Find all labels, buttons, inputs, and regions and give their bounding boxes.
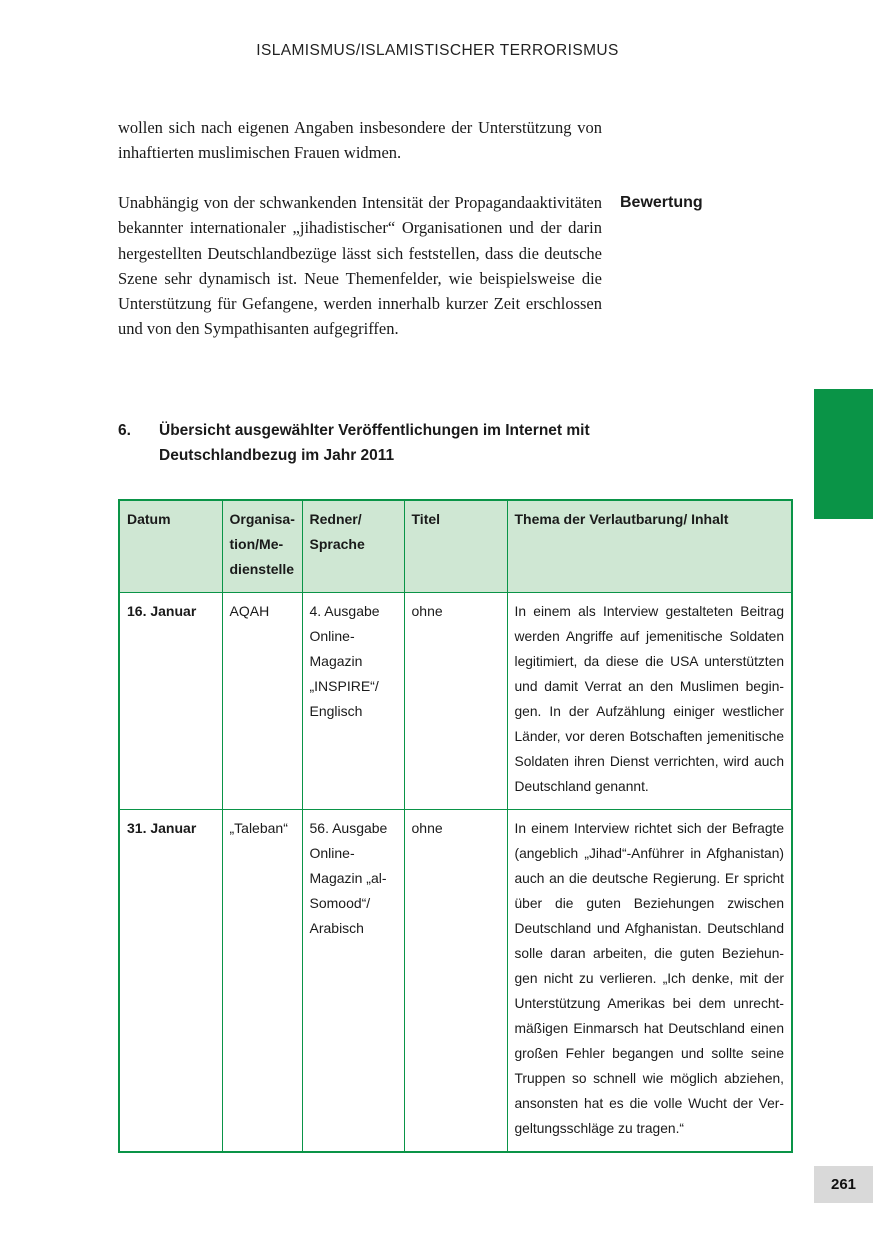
publications-table <box>118 499 793 1153</box>
cell-titel: ohne <box>404 593 507 810</box>
chapter-tab-marker <box>814 389 873 519</box>
table-header-row <box>119 500 792 593</box>
header-thema: Thema der Verlautbarung/ Inhalt <box>507 500 792 593</box>
header-organisation: Organisation/Medienstelle <box>222 500 302 593</box>
margin-note-bewertung: Bewertung <box>620 194 703 211</box>
header-datum: Datum <box>119 500 222 593</box>
cell-redner-sprache: 56. Ausgabe Online-Magazin „al-Somood“/ Arabisch <box>302 810 404 1153</box>
cell-redner-sprache: 4. Ausgabe Online-Magazin „INSPIRE“/ Englisch <box>302 593 404 810</box>
cell-datum: 31. Januar <box>119 810 222 1153</box>
section-title: Übersicht ausgewählter Veröffentlichungen im Internet mit Deutschlandbezug im Jahr 2011 <box>159 422 590 464</box>
table-row <box>119 593 792 810</box>
page-number: 261 <box>814 1166 873 1203</box>
cell-titel: ohne <box>404 810 507 1153</box>
table-row <box>119 810 792 1153</box>
body-paragraph-2: Unabhängig von der schwankenden Intensität der Propagandaaktivitäten bekannter internationaler „jihadistischer“ Organisationen und der darin hergestellten Deutschlandbezüge lässt sich feststellen, dass die deutsche Szene sehr dynamisch ist. Neue Themenfelder, wie beispielsweise die Unterstützung für Gefangene, werden innerhalb kurzer Zeit erschlossen und von den Sympathisanten aufgegriffen. <box>118 193 602 339</box>
section-heading <box>118 418 638 468</box>
cell-datum: 16. Januar <box>119 593 222 810</box>
body-paragraph-1: wollen sich nach eigenen Angaben insbesondere der Unterstützung von inhaftierten muslimischen Frauen widmen. <box>118 118 602 163</box>
cell-organisation: „Taleban“ <box>222 810 302 1153</box>
header-redner-sprache: Redner/ Sprache <box>302 500 404 593</box>
cell-organisation: AQAH <box>222 593 302 810</box>
running-head: ISLAMISMUS/ISLAMISTISCHER TERRORISMUS <box>256 42 619 59</box>
section-number: 6. <box>118 422 131 439</box>
header-titel: Titel <box>404 500 507 593</box>
cell-thema: In einem als Interview gestalteten Beitrag werden Angriffe auf jemenitische Soldaten legitimiert, da diese die USA unterstützten und damit Verrat an den Muslimen begingen. In der Aufzählung einiger westlicher Länder, vor deren Botschaften jemenitische Soldaten ihren Dienst verrichten, wird auch Deutschland genannt. <box>507 593 792 810</box>
cell-thema: In einem Interview richtet sich der Befragte (angeblich „Jihad“-Anführer in Afghanistan) auch an die deutsche Regierung. Er spricht über die guten Beziehungen zwischen Deutschland und Afghanistan. Deutschland solle daran arbeiten, die guten Beziehungen nicht zu verlieren. „Ich denke, mit der Unterstützung Amerikas bei dem unrechtmäßigen Einmarsch hat Deutschland einen großen Fehler begangen und sollte seine Truppen so schnell wie möglich abziehen, ansonsten hat es die volle Wucht der Vergeltungsschläge zu tragen.“ <box>507 810 792 1153</box>
